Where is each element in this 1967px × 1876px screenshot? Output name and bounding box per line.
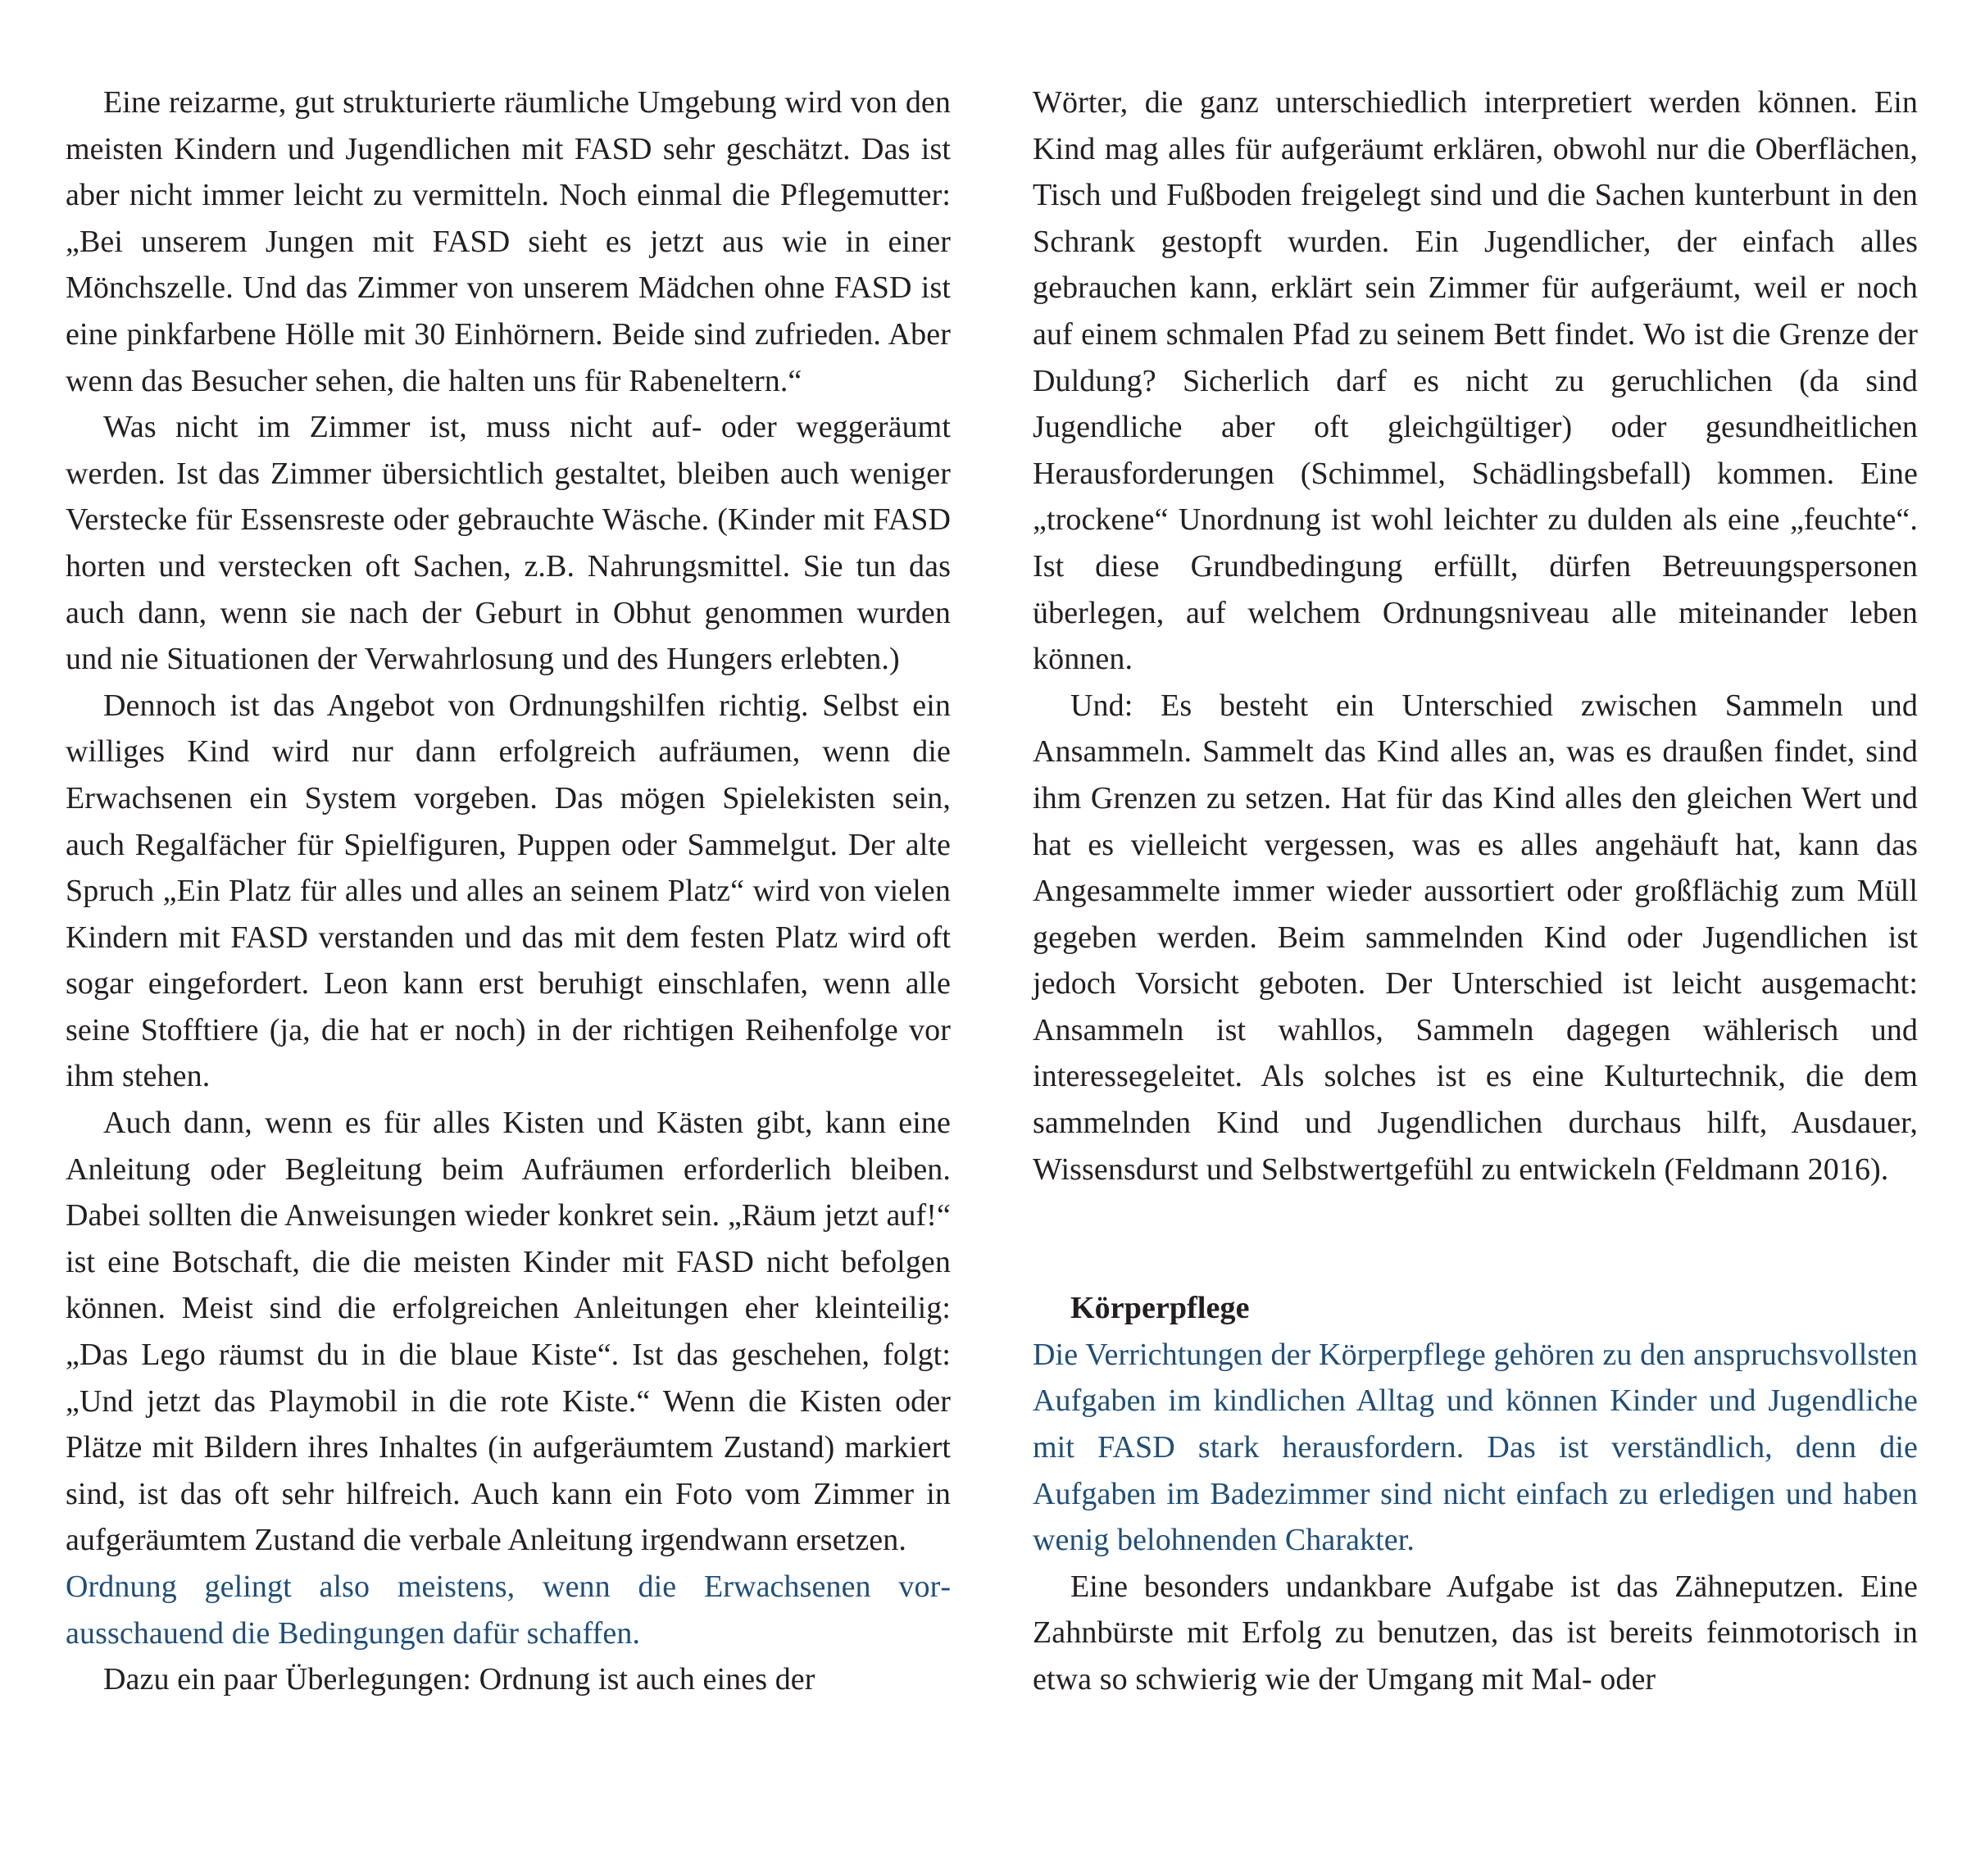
section-spacer [1033, 1192, 1918, 1285]
paragraph-ordnungshilfen: Dennoch ist das Angebot von Ordnungshilfen richtig. Selbst ein williges Kind wird nur dann erfolgreich aufräumen, wenn die Erwachsenen ein System vorgeben. Das mögen Spielekisten sein, auch Regalfächer für Spielfiguren, Puppen oder Sammelgut. Der alte Spruch „Ein Platz für alles und alles an seinem Platz“ wird von vielen Kindern mit FASD verstanden und das mit dem festen Platz wird oft sogar eingefordert. Leon kann erst beruhigt einschlafen, wenn alle seine Stofftiere (ja, die hat er noch) in der richtigen Reihenfolge vor ihm stehen. [66, 688, 951, 1094]
paragraph-zaehneputzen: Eine besonders undankbare Aufgabe ist das Zähneputzen. Eine Zahnbürste mit Erfolg zu benutzen, das ist bereits feinmotorisch in etwa so schwierig wie der Umgang mit Mal- oder [1033, 1569, 1918, 1697]
left-column [66, 79, 951, 1703]
section-heading-koerperpflege: Körperpflege [1070, 1291, 1250, 1326]
paragraph-sammeln-ansammeln: Und: Es besteht ein Unterschied zwischen Sammeln und Ansammeln. Sammelt das Kind alles an, was es draußen findet, sind ihm Grenzen zu setzen. Hat für das Kind alles den gleichen Wert und hat es vielleicht vergessen, was es alles angehäuft hat, kann das Angesammelte immer wieder aussortiert oder großflächig zum Müll gegeben werden. Beim sammelnden Kind oder Jugendlichen ist jedoch Vorsicht geboten. Der Unterschied ist leicht ausgemacht: Ansammeln ist wahllos, Sammeln dagegen wählerisch und interessegeleitet. Als solches ist es eine Kulturtechnik, die dem sammelnden Kind und Jugendlichen durchaus hilft, Ausdauer, Wissensdurst und Selbstwertgefühl zu entwickeln (Feldmann 2016). [1033, 688, 1918, 1187]
paragraph-reizarme-umgebung: Eine reizarme, gut strukturierte räumliche Umgebung wird von den meisten Kindern und Jugendlichen mit FASD sehr geschätzt. Das ist aber nicht immer leicht zu vermitteln. Noch einmal die Pflegemutter: „Bei unserem Jungen mit FASD sieht es jetzt aus wie in einer Mönchszelle. Und das Zimmer von unserem Mädchen ohne FASD ist eine pinkfarbene Hölle mit 30 Einhörnern. Beide sind zufrieden. Aber wenn das Besucher sehen, die halten uns für Rabeneltern.“ [66, 85, 951, 398]
highlight-summary: Ordnung gelingt also meistens, wenn die Erwachsenen vorausschauend die Bedingungen dafür schaffen. [66, 1569, 951, 1651]
paragraph-nicht-im-zimmer: Was nicht im Zimmer ist, muss nicht auf- oder weggeräumt werden. Ist das Zimmer übersichtlich gestaltet, bleiben auch weniger Verstecke für Essensreste oder gebrauchte Wäsche. (Kinder mit FASD horten und verstecken oft Sachen, z.B. Nahrungsmittel. Sie tun das auch dann, wenn sie nach der Geburt in Obhut genommen wurden und nie Situationen der Verwahrlosung und des Hungers erlebten.) [66, 410, 951, 677]
paragraph-ueberlegungen: Dazu ein paar Überlegungen: Ordnung ist auch eines der [103, 1662, 815, 1697]
paragraph-woerter-interpretation: Wörter, die ganz unterschiedlich interpretiert werden können. Ein Kind mag alles für aufgeräumt erklären, obwohl nur die Oberflächen, Tisch und Fußboden freigelegt sind und die Sachen kunterbunt in den Schrank gestopft wurden. Ein Jugendlicher, der einfach alles gebrauchen kann, erklärt sein Zimmer für aufgeräumt, weil er noch auf einem schmalen Pfad zu seinem Bett findet. Wo ist die Grenze der Duldung? Sicherlich darf es nicht zu geruchlichen (da sind Jugendliche aber oft gleichgültiger) oder gesundheitlichen Herausforderungen (Schimmel, Schädlingsbefall) kommen. Eine „trockene“ Unordnung ist wohl leichter zu dulden als eine „feuchte“. Ist diese Grundbedingung erfüllt, dürfen Betreuungspersonen überlegen, auf welchem Ordnungsniveau alle miteinander leben können. [1033, 85, 1918, 677]
right-column [1033, 79, 1918, 1703]
paragraph-anleitung-aufraeumen: Auch dann, wenn es für alles Kisten und Kästen gibt, kann eine Anleitung oder Begleitung beim Aufräumen erforderlich bleiben. Dabei sollten die Anweisungen wieder konkret sein. „Räum jetzt auf!“ ist eine Botschaft, die die meisten Kinder mit FASD nicht befolgen können. Meist sind die erfolgreichen Anleitungen eher kleinteilig: „Das Lego räumst du in die blaue Kiste“. Ist das geschehen, folgt: „Und jetzt das Playmobil in die rote Kiste.“ Wenn die Kisten oder Plätze mit Bildern ihres Inhaltes (in aufgeräumtem Zustand) markiert sind, ist das oft sehr hilfreich. Auch kann ein Foto vom Zimmer in aufgeräumtem Zustand die verbale Anleitung irgendwann ersetzen. [66, 1106, 951, 1558]
highlight-koerperpflege-intro: Die Verrichtungen der Körperpflege gehören zu den anspruchsvollsten Aufgaben im kindlichen Alltag und können Kinder und Jugendliche mit FASD stark herausfordern. Das ist verständlich, denn die Aufgaben im Badezimmer sind nicht einfach zu erledigen und haben wenig belohnenden Charakter. [1033, 1337, 1918, 1558]
